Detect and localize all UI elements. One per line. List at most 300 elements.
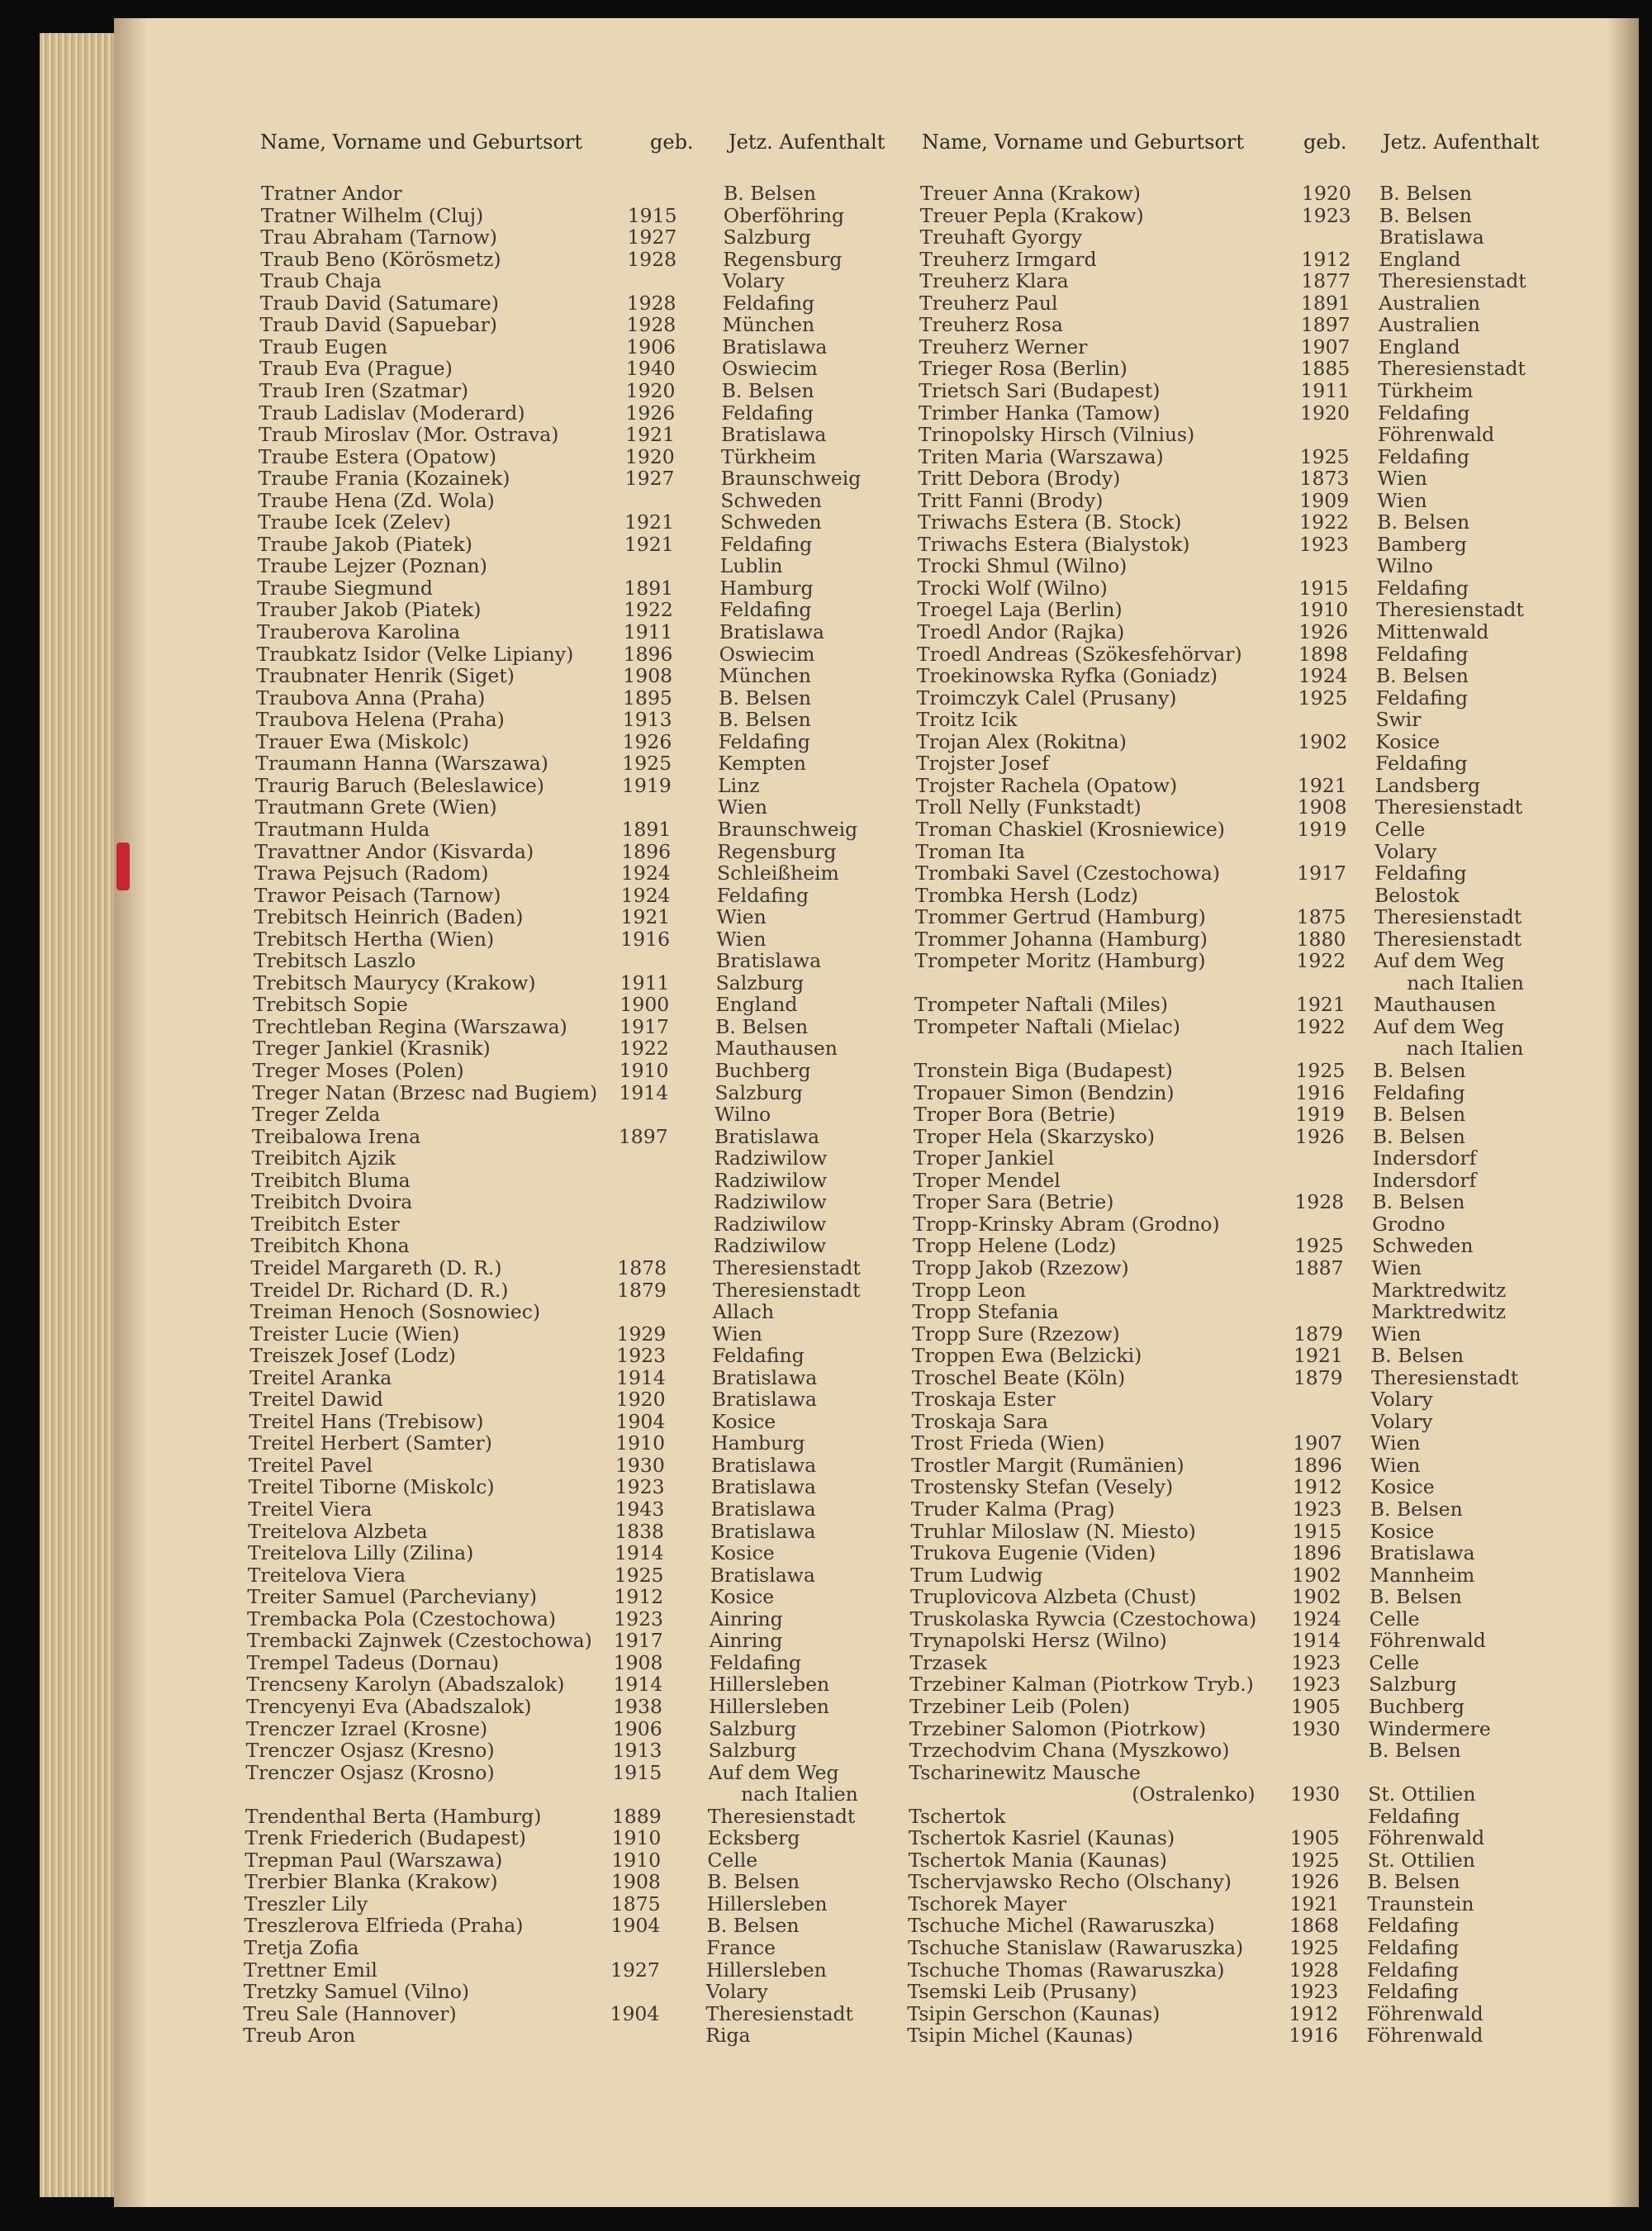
current-location: Wien xyxy=(716,927,767,951)
person-name: Treszler Lily xyxy=(244,1892,368,1915)
person-name: Traube Frania (Kozainek) xyxy=(258,467,510,491)
person-name: Treuhaft Gyorgy xyxy=(919,225,1083,249)
person-name: Troschel Beate (Köln) xyxy=(911,1365,1126,1389)
person-name: Treitel Dawid xyxy=(249,1388,383,1412)
person-name: Treitelova Viera xyxy=(247,1563,406,1587)
person-name: Trencseny Karolyn (Abadszalok) xyxy=(246,1673,565,1697)
birth-year: 1885 xyxy=(1300,357,1351,381)
person-name: Traub Iren (Szatmar) xyxy=(259,378,469,402)
current-location: Volary xyxy=(1370,1409,1433,1433)
current-location: Feldafing xyxy=(719,598,812,622)
birth-year: 1916 xyxy=(1295,1080,1346,1104)
person-name: Trauber Jakob (Piatek) xyxy=(257,598,482,622)
current-location: Volary xyxy=(1374,839,1437,863)
current-location: Swir xyxy=(1375,708,1422,732)
current-location: St. Ottilien xyxy=(1367,1848,1475,1872)
person-name: Treibitch Ajzik xyxy=(251,1146,396,1170)
person-name: Trinopolsky Hirsch (Vilnius) xyxy=(918,423,1195,447)
person-name: Tschertok xyxy=(909,1804,1006,1828)
current-location: Mannheim xyxy=(1370,1563,1475,1587)
birth-year: 1926 xyxy=(1289,1870,1340,1894)
person-name: Troper Hela (Skarzysko) xyxy=(913,1124,1156,1148)
birth-year: 1908 xyxy=(611,1870,661,1894)
current-location: B. Belsen xyxy=(706,1914,800,1938)
red-bookmark-tab xyxy=(116,843,130,890)
current-location: Föhrenwald xyxy=(1366,2024,1483,2048)
birth-year: 1923 xyxy=(1298,532,1349,556)
person-name: Tschorek Mayer xyxy=(908,1892,1067,1915)
birth-year: 1922 xyxy=(619,1037,669,1061)
person-name: Troskaja Ester xyxy=(911,1388,1056,1412)
birth-year: 1914 xyxy=(614,1541,664,1565)
birth-year: 1914 xyxy=(619,1080,669,1104)
birth-year: 1926 xyxy=(625,401,676,425)
person-name: Trebitsch Sopie xyxy=(253,993,408,1017)
current-location: Ecksberg xyxy=(707,1826,800,1850)
current-location: Lublin xyxy=(719,554,783,578)
person-name: Truplovicova Alzbeta (Chust) xyxy=(909,1585,1197,1609)
birth-year: 1920 xyxy=(624,444,675,468)
current-location: Feldafing xyxy=(718,729,810,753)
birth-year: 1938 xyxy=(613,1694,662,1718)
person-name: Tratner Andor xyxy=(261,182,402,205)
birth-year: 1922 xyxy=(1296,949,1346,973)
current-location: England xyxy=(1379,247,1461,271)
current-location: Riga xyxy=(705,2024,751,2048)
right-header-name: Name, Vorname und Geburtsort xyxy=(922,131,1245,154)
current-location: Australien xyxy=(1379,291,1480,315)
current-location: Feldafing xyxy=(1367,1914,1460,1938)
current-location: B. Belsen xyxy=(1379,203,1472,227)
current-location: Radziwilow xyxy=(713,1234,827,1258)
birth-year: 1900 xyxy=(620,993,670,1017)
birth-year: 1928 xyxy=(627,247,677,271)
birth-year: 1914 xyxy=(613,1673,663,1697)
current-location: Kosice xyxy=(710,1541,775,1565)
current-location: nach Italien xyxy=(1407,971,1524,994)
person-name: Truhlar Miloslaw (N. Miesto) xyxy=(910,1519,1196,1543)
person-name: Troitz Icik xyxy=(916,708,1018,732)
current-location: nach Italien xyxy=(1406,1037,1524,1061)
current-location: Allach xyxy=(712,1300,775,1324)
current-location: Föhrenwald xyxy=(1369,1629,1486,1653)
birth-year: 1908 xyxy=(1297,795,1347,819)
current-location: B. Belsen xyxy=(721,378,814,402)
current-location: Hamburg xyxy=(711,1431,805,1455)
current-location: Oswiecim xyxy=(719,642,815,666)
current-location: Wilno xyxy=(1376,554,1433,578)
current-location: B. Belsen xyxy=(1369,1585,1462,1609)
birth-year: 1920 xyxy=(1300,401,1350,425)
birth-year: 1895 xyxy=(623,686,672,710)
current-location: B. Belsen xyxy=(707,1870,800,1894)
right-header-year: geb. xyxy=(1303,131,1347,154)
current-location: St. Ottilien xyxy=(1368,1782,1476,1806)
birth-year: 1902 xyxy=(1298,729,1348,753)
current-location: Feldafing xyxy=(1366,1980,1459,2004)
birth-year: 1912 xyxy=(614,1585,664,1609)
current-location: Linz xyxy=(718,773,760,797)
birth-year: 1928 xyxy=(1289,1958,1339,1982)
person-name: Treister Lucie (Wien) xyxy=(249,1322,460,1346)
person-name: Troedl Andreas (Szökesfehörvar) xyxy=(917,642,1242,666)
person-name: Traub Miroslav (Mor. Ostrava) xyxy=(259,423,559,447)
birth-year: 1897 xyxy=(618,1124,668,1148)
person-name: Treiter Samuel (Parcheviany) xyxy=(247,1585,537,1609)
page-stack-edge xyxy=(40,33,122,2197)
birth-year: 1914 xyxy=(616,1365,666,1389)
person-name: Tsipin Gerschon (Kaunas) xyxy=(907,2001,1161,2025)
birth-year: 1930 xyxy=(1290,1716,1341,1740)
current-location: B. Belsen xyxy=(1375,664,1469,688)
current-location: Bratislawa xyxy=(710,1498,816,1521)
current-location: Braunschweig xyxy=(720,467,862,491)
birth-year: 1921 xyxy=(624,532,674,556)
birth-year: 1910 xyxy=(615,1431,666,1455)
current-location: Celle xyxy=(1369,1650,1420,1674)
current-location: Wien xyxy=(1370,1431,1421,1455)
current-location: Kosice xyxy=(711,1409,776,1433)
birth-year: 1925 xyxy=(1295,1059,1346,1082)
person-name: Traube Icek (Zelev) xyxy=(258,510,451,534)
birth-year: 1926 xyxy=(1294,1124,1345,1148)
person-name: Trembacki Zajnwek (Czestochowa) xyxy=(246,1629,592,1653)
current-location: B. Belsen xyxy=(724,182,817,205)
current-location: Hamburg xyxy=(719,576,814,600)
current-location: Wien xyxy=(712,1322,762,1346)
birth-year: 1915 xyxy=(612,1760,662,1784)
current-location: Belostok xyxy=(1374,883,1460,907)
person-name: Tritt Debora (Brody) xyxy=(918,467,1121,491)
birth-year: 1925 xyxy=(1289,1848,1340,1872)
person-name: Traube Estera (Opatow) xyxy=(258,444,497,468)
person-name: Trettner Emil xyxy=(244,1958,377,1982)
birth-year: 1922 xyxy=(1299,510,1349,534)
birth-year: 1930 xyxy=(615,1453,665,1477)
person-name: Tritt Fanni (Brody) xyxy=(918,488,1104,512)
person-name: Troper Sara (Betrie) xyxy=(913,1190,1114,1214)
current-location: Schweden xyxy=(1371,1234,1474,1258)
current-location: Feldafing xyxy=(1374,862,1467,885)
current-location: Mittenwald xyxy=(1376,620,1489,643)
birth-year: 1912 xyxy=(1289,2001,1339,2025)
person-name: Trepman Paul (Warszawa) xyxy=(244,1848,503,1872)
birth-year: 1927 xyxy=(627,225,677,249)
person-name: Trebitsch Maurycy (Krakow) xyxy=(253,971,536,994)
birth-year: 1917 xyxy=(1297,862,1346,885)
person-name: Travattner Andor (Kisvarda) xyxy=(254,839,534,863)
person-name: Treitelova Alzbeta xyxy=(248,1519,428,1543)
person-name: Traub Eugen xyxy=(259,335,388,358)
current-location: Salzburg xyxy=(714,1080,803,1104)
person-name: Trenczer Osjasz (Krosno) xyxy=(245,1760,495,1784)
person-name: Traub Beno (Körösmetz) xyxy=(260,247,501,271)
birth-year: 1919 xyxy=(1295,1103,1345,1127)
person-name: Tschertok Kasriel (Kaunas) xyxy=(908,1826,1175,1850)
birth-year: 1896 xyxy=(623,642,673,666)
person-name: Treuherz Paul xyxy=(919,291,1058,315)
person-name: Tropp Jakob (Rzezow) xyxy=(912,1256,1129,1279)
left-header-name: Name, Vorname und Geburtsort xyxy=(260,131,583,154)
current-location: Bratislawa xyxy=(715,949,822,973)
birth-year: 1925 xyxy=(1289,1936,1339,1959)
birth-year: 1925 xyxy=(1294,1234,1344,1258)
current-location: England xyxy=(715,993,798,1017)
person-name: Treuherz Klara xyxy=(919,269,1069,293)
current-location: Kosice xyxy=(1370,1475,1435,1499)
current-location: Auf dem Weg xyxy=(1373,1014,1505,1038)
current-location: Kosice xyxy=(1375,729,1440,753)
current-location: Salzburg xyxy=(708,1739,797,1763)
person-name: Trawor Peisach (Tarnow) xyxy=(254,883,501,907)
current-location: Wien xyxy=(717,795,768,819)
birth-year: 1913 xyxy=(612,1739,662,1763)
person-name: Tsemski Leib (Prusany) xyxy=(907,1980,1137,2004)
birth-year: 1868 xyxy=(1289,1914,1339,1938)
birth-year: 1904 xyxy=(610,1914,661,1938)
current-location: Türkheim xyxy=(1378,378,1474,402)
person-name: Trukova Eugenie (Viden) xyxy=(910,1541,1156,1565)
person-name: Troimczyk Calel (Prusany) xyxy=(916,686,1177,710)
current-location: Salzburg xyxy=(1369,1673,1457,1697)
person-name: Trombka Hersh (Lodz) xyxy=(914,883,1138,907)
birth-year: 1921 xyxy=(620,905,671,929)
person-name: Trendenthal Berta (Hamburg) xyxy=(244,1804,542,1828)
person-name: Treuherz Irmgard xyxy=(919,247,1097,271)
birth-year: 1943 xyxy=(615,1498,665,1521)
person-name: Treuer Anna (Krakow) xyxy=(920,182,1141,205)
person-name: Treuherz Rosa xyxy=(919,313,1063,337)
person-name: Troskaja Sara xyxy=(911,1409,1048,1433)
birth-year: 1921 xyxy=(625,423,675,447)
birth-year: 1897 xyxy=(1300,313,1351,337)
person-name: Trzebiner Salomon (Piotrkow) xyxy=(909,1716,1207,1740)
birth-year: 1920 xyxy=(1302,182,1351,205)
birth-year: 1904 xyxy=(615,1409,666,1433)
birth-year: 1911 xyxy=(623,620,673,643)
birth-year: 1924 xyxy=(1291,1607,1341,1631)
current-location: Bratislawa xyxy=(711,1388,817,1412)
current-location: B. Belsen xyxy=(1370,1498,1463,1521)
birth-year: 1875 xyxy=(1296,905,1346,929)
birth-year: 1928 xyxy=(626,313,676,337)
person-name: Traurig Baruch (Beleslawice) xyxy=(255,773,544,797)
person-name: Treidel Dr. Richard (D. R.) xyxy=(250,1278,509,1302)
current-location: B. Belsen xyxy=(1379,182,1473,205)
birth-year: 1930 xyxy=(1290,1782,1341,1806)
birth-year: 1912 xyxy=(1292,1475,1342,1499)
current-location: Wien xyxy=(1370,1453,1421,1477)
current-location: Feldafing xyxy=(1377,444,1470,468)
person-name: Trombaki Savel (Czestochowa) xyxy=(915,862,1220,885)
birth-year: 1922 xyxy=(624,598,673,622)
birth-year: 1909 xyxy=(1299,488,1350,512)
person-name: Troper Mendel xyxy=(913,1168,1061,1192)
current-location: Bratislawa xyxy=(719,620,824,643)
current-location: Feldafing xyxy=(1368,1804,1460,1828)
current-location: Hillersleben xyxy=(709,1673,830,1697)
person-name: Trieger Rosa (Berlin) xyxy=(919,357,1127,381)
current-location: München xyxy=(722,313,815,337)
person-name: Tschertok Mania (Kaunas) xyxy=(908,1848,1167,1872)
birth-year: 1908 xyxy=(623,664,673,688)
birth-year: 1925 xyxy=(1299,444,1350,468)
person-name: Trauberova Karolina xyxy=(256,620,461,643)
current-location: Feldafing xyxy=(1366,1958,1460,1982)
birth-year: 1926 xyxy=(1298,620,1349,643)
birth-year: 1923 xyxy=(1289,1980,1339,2004)
current-location: Bratislawa xyxy=(721,423,827,447)
birth-year: 1914 xyxy=(1291,1629,1341,1653)
person-name: Triwachs Estera (B. Stock) xyxy=(918,510,1182,534)
birth-year: 1925 xyxy=(614,1563,664,1587)
person-name: Traube Siegmund xyxy=(257,576,433,600)
person-name: Treger Jankiel (Krasnik) xyxy=(252,1037,491,1061)
person-name: Tropauer Simon (Bendzin) xyxy=(914,1080,1175,1104)
person-name: Trocki Shmul (Wilno) xyxy=(917,554,1127,578)
current-location: B. Belsen xyxy=(719,686,812,710)
person-name: Treger Zelda xyxy=(252,1103,381,1127)
birth-year: 1927 xyxy=(624,467,675,491)
current-location: Bratislawa xyxy=(722,335,828,358)
birth-year: 1879 xyxy=(617,1278,667,1302)
person-name: Truskolaska Rywcia (Czestochowa) xyxy=(909,1607,1257,1631)
birth-year: 1925 xyxy=(1298,686,1348,710)
person-name: Tschuche Michel (Rawaruszka) xyxy=(908,1914,1215,1938)
person-name: Traub Ladislav (Moderard) xyxy=(259,401,525,425)
current-location: Schleißheim xyxy=(716,862,839,885)
current-location: Schweden xyxy=(720,510,822,534)
person-name: Trembacka Pola (Czestochowa) xyxy=(247,1607,557,1631)
person-name: Trencyenyi Eva (Abadszalok) xyxy=(246,1694,532,1718)
current-location: B. Belsen xyxy=(1367,1870,1460,1894)
current-location: Bratislawa xyxy=(1370,1541,1475,1565)
person-name: Triten Maria (Warszawa) xyxy=(918,444,1164,468)
current-location: Hillersleben xyxy=(709,1694,829,1718)
current-location: Buchberg xyxy=(1369,1694,1464,1718)
birth-year: 1923 xyxy=(1291,1650,1341,1674)
person-name: Treitel Pavel xyxy=(248,1453,373,1477)
current-location: Celle xyxy=(1369,1607,1420,1631)
current-location: B. Belsen xyxy=(715,1014,809,1038)
birth-year: 1917 xyxy=(620,1014,669,1038)
birth-year: 1891 xyxy=(624,576,674,600)
person-name: Treger Natan (Brzesc nad Bugiem) xyxy=(252,1080,598,1104)
current-location: Türkheim xyxy=(720,444,817,468)
current-location: Landsberg xyxy=(1374,773,1480,797)
current-location: Traunstein xyxy=(1367,1892,1474,1915)
birth-year: 1915 xyxy=(627,203,677,227)
person-name: Tropp Stefania xyxy=(912,1300,1059,1324)
current-location: Wien xyxy=(716,905,767,929)
person-name: Trautmann Hulda xyxy=(254,817,430,841)
current-location: Kempten xyxy=(718,752,806,776)
birth-year: 1896 xyxy=(621,839,672,863)
person-name: Tratner Wilhelm (Cluj) xyxy=(260,203,484,227)
current-location: Celle xyxy=(1374,817,1426,841)
current-location: Oberföhring xyxy=(723,203,845,227)
current-location: Salzburg xyxy=(723,225,811,249)
current-location: Marktredwitz xyxy=(1371,1278,1507,1302)
current-location: Regensburg xyxy=(717,839,837,863)
current-location: Feldafing xyxy=(712,1344,805,1368)
person-name: Treitel Herbert (Samter) xyxy=(249,1431,492,1455)
person-name: Trietsch Sari (Budapest) xyxy=(919,378,1161,402)
current-location: Radziwilow xyxy=(714,1146,828,1170)
current-location: Volary xyxy=(705,1980,768,2004)
birth-year: 1929 xyxy=(616,1322,667,1346)
current-location: Radziwilow xyxy=(714,1190,827,1214)
person-name: Treitelova Lilly (Zilina) xyxy=(247,1541,474,1565)
current-location: Theresienstadt xyxy=(1374,927,1522,951)
birth-year: 1906 xyxy=(612,1716,662,1740)
birth-year: 1924 xyxy=(1298,664,1348,688)
birth-year: 1873 xyxy=(1299,467,1350,491)
birth-year: 1919 xyxy=(1297,817,1347,841)
person-name: Trau Abraham (Tarnow) xyxy=(260,225,497,249)
current-location: B. Belsen xyxy=(1371,1344,1464,1368)
person-name: Treitel Tiborne (Miskolc) xyxy=(248,1475,495,1499)
person-name: Treu Sale (Hannover) xyxy=(243,2001,457,2025)
current-location: B. Belsen xyxy=(1372,1190,1465,1214)
person-name: Trojan Alex (Rokitna) xyxy=(916,729,1127,753)
person-name: Trenczer Izrael (Krosne) xyxy=(245,1716,488,1740)
current-location: Bamberg xyxy=(1376,532,1467,556)
person-name: Troper Bora (Betrie) xyxy=(914,1103,1116,1127)
person-name: Treibalowa Irena xyxy=(251,1124,421,1148)
current-location: B. Belsen xyxy=(1377,510,1470,534)
person-name: Trompeter Moritz (Hamburg) xyxy=(914,949,1206,973)
spine-shadow xyxy=(114,18,147,2207)
person-name: Traub Chaja xyxy=(259,269,382,293)
current-location: B. Belsen xyxy=(1373,1103,1466,1127)
person-name: Trawa Pejsuch (Radom) xyxy=(254,862,489,885)
person-name: Treibitch Khona xyxy=(250,1234,410,1258)
person-name: Trostler Margit (Rumänien) xyxy=(911,1453,1184,1477)
person-name: Trebitsch Laszlo xyxy=(253,949,416,973)
person-name: Tretja Zofia xyxy=(244,1936,359,1959)
person-name: Trebitsch Hertha (Wien) xyxy=(254,927,495,951)
current-location: Hillersleben xyxy=(706,1892,828,1915)
person-name: Troedl Andor (Rajka) xyxy=(917,620,1125,643)
person-name: Tropp-Krinsky Abram (Grodno) xyxy=(913,1212,1220,1236)
current-location: Feldafing xyxy=(1373,1080,1465,1104)
birth-year: 1891 xyxy=(1301,291,1351,315)
current-location: Braunschweig xyxy=(717,817,858,841)
person-name: Tropp Sure (Rzezow) xyxy=(912,1322,1120,1346)
person-name: Traubova Anna (Praha) xyxy=(256,686,486,710)
current-location: Indersdorf xyxy=(1372,1146,1477,1170)
person-name: Trenk Friederich (Budapest) xyxy=(244,1826,526,1850)
birth-year: 1910 xyxy=(611,1826,662,1850)
person-name: Trojster Rachela (Opatow) xyxy=(915,773,1178,797)
current-location: Theresienstadt xyxy=(713,1256,861,1279)
person-name: Treitel Hans (Trebisow) xyxy=(249,1409,484,1433)
current-location: Feldafing xyxy=(719,532,813,556)
person-name: Traubkatz Isidor (Velke Lipiany) xyxy=(256,642,574,666)
current-location: Bratislawa xyxy=(710,1475,816,1499)
birth-year: 1921 xyxy=(1289,1892,1340,1915)
person-name: Tscharinewitz Mausche xyxy=(909,1760,1141,1784)
person-name: Treger Moses (Polen) xyxy=(252,1059,464,1082)
person-name: Treuherz Werner xyxy=(919,335,1088,358)
birth-year: 1924 xyxy=(620,862,671,885)
birth-year: 1906 xyxy=(626,335,676,358)
current-location: Volary xyxy=(722,269,785,293)
birth-year: 1923 xyxy=(1292,1498,1342,1521)
current-location: Ainring xyxy=(710,1607,783,1631)
person-name: Traub David (Satumare) xyxy=(259,291,499,315)
